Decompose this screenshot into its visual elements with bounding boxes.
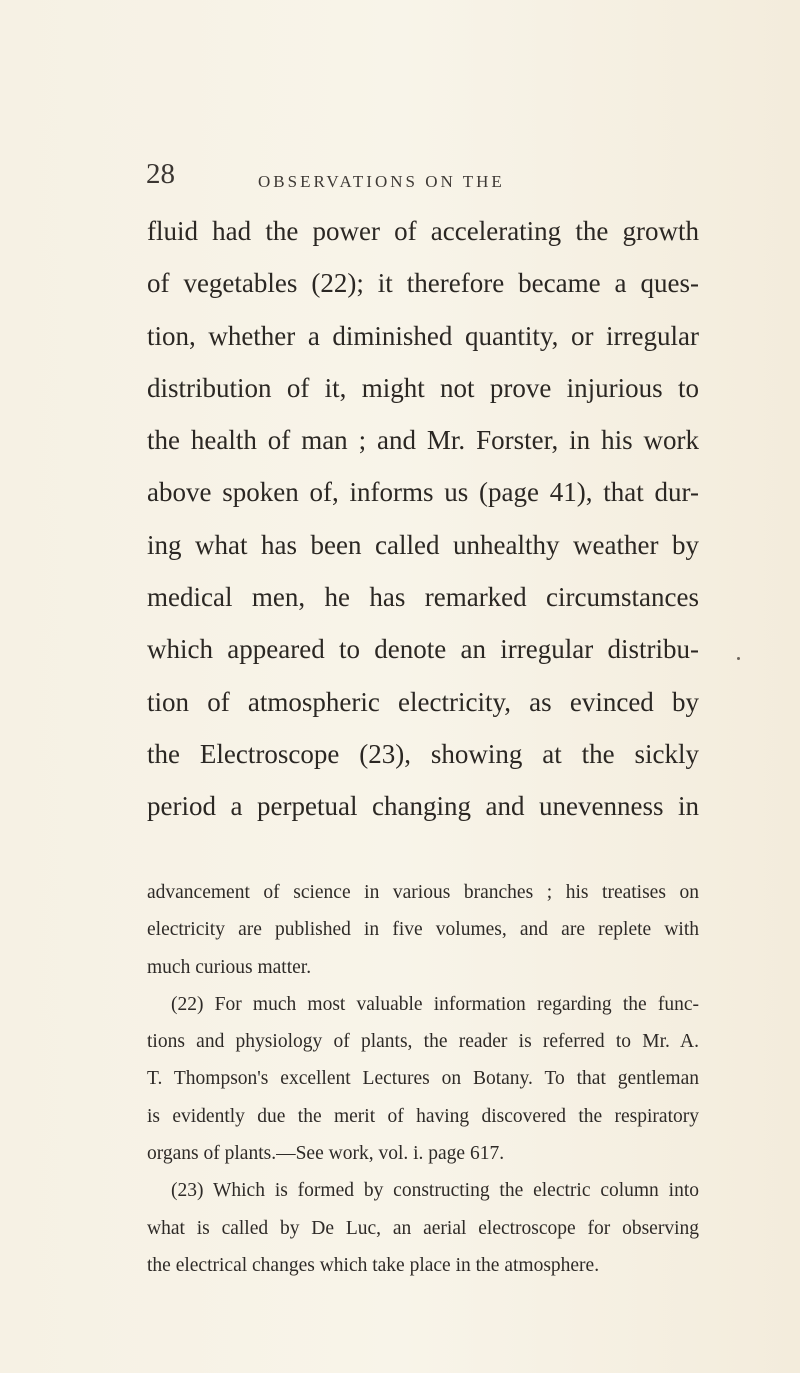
text-line: of vegetables (22); it therefore became a ques- bbox=[147, 268, 699, 299]
footnote-line: is evidently due the merit of having discovered the respiratory bbox=[147, 1105, 699, 1127]
text-line: distribution of it, might not prove injurious to bbox=[147, 372, 699, 403]
text-line: tion, whether a diminished quantity, or irregular bbox=[147, 320, 699, 351]
footnote-line: (22) For much most valuable information regarding the func- bbox=[171, 993, 699, 1015]
text-line: the Electroscope (23), showing at the sickly bbox=[147, 738, 699, 769]
footnotes bbox=[147, 874, 699, 1284]
text-line: above spoken of, informs us (page 41), that dur- bbox=[147, 477, 699, 508]
text-line: period a perpetual changing and unevenness in bbox=[147, 791, 699, 822]
text-line: which appeared to denote an irregular distribu- bbox=[147, 634, 699, 665]
ink-speck bbox=[737, 657, 740, 660]
text-line: the health of man ; and Mr. Forster, in his work bbox=[147, 425, 699, 456]
footnote-line: the electrical changes which take place in the atmosphere. bbox=[147, 1254, 600, 1276]
text-line: medical men, he has remarked circumstances bbox=[147, 582, 699, 613]
footnote-line: organs of plants.—See work, vol. i. page 617. bbox=[147, 1143, 505, 1165]
running-head: OBSERVATIONS ON THE bbox=[258, 172, 505, 191]
text-line: tion of atmospheric electricity, as evinced by bbox=[147, 686, 699, 717]
page-header bbox=[0, 158, 800, 198]
footnote-line: what is called by De Luc, an aerial electroscope for observing bbox=[147, 1217, 699, 1239]
main-text bbox=[147, 205, 699, 833]
footnote-line: (23) Which is formed by constructing the electric column into bbox=[171, 1180, 699, 1202]
text-line: ing what has been called unhealthy weather by bbox=[147, 529, 699, 560]
footnote-line: much curious matter. bbox=[147, 956, 312, 978]
text-line: fluid had the power of accelerating the growth bbox=[147, 216, 699, 246]
footnote-line: advancement of science in various branches ; his treatises on bbox=[147, 882, 699, 903]
page-number: 28 bbox=[146, 158, 175, 190]
footnote-line: electricity are published in five volumes, and are replete with bbox=[147, 919, 699, 941]
footnote-line: T. Thompson's excellent Lectures on Botany. To that gentleman bbox=[147, 1068, 699, 1090]
footnote-line: tions and physiology of plants, the reader is referred to Mr. A. bbox=[147, 1031, 699, 1053]
